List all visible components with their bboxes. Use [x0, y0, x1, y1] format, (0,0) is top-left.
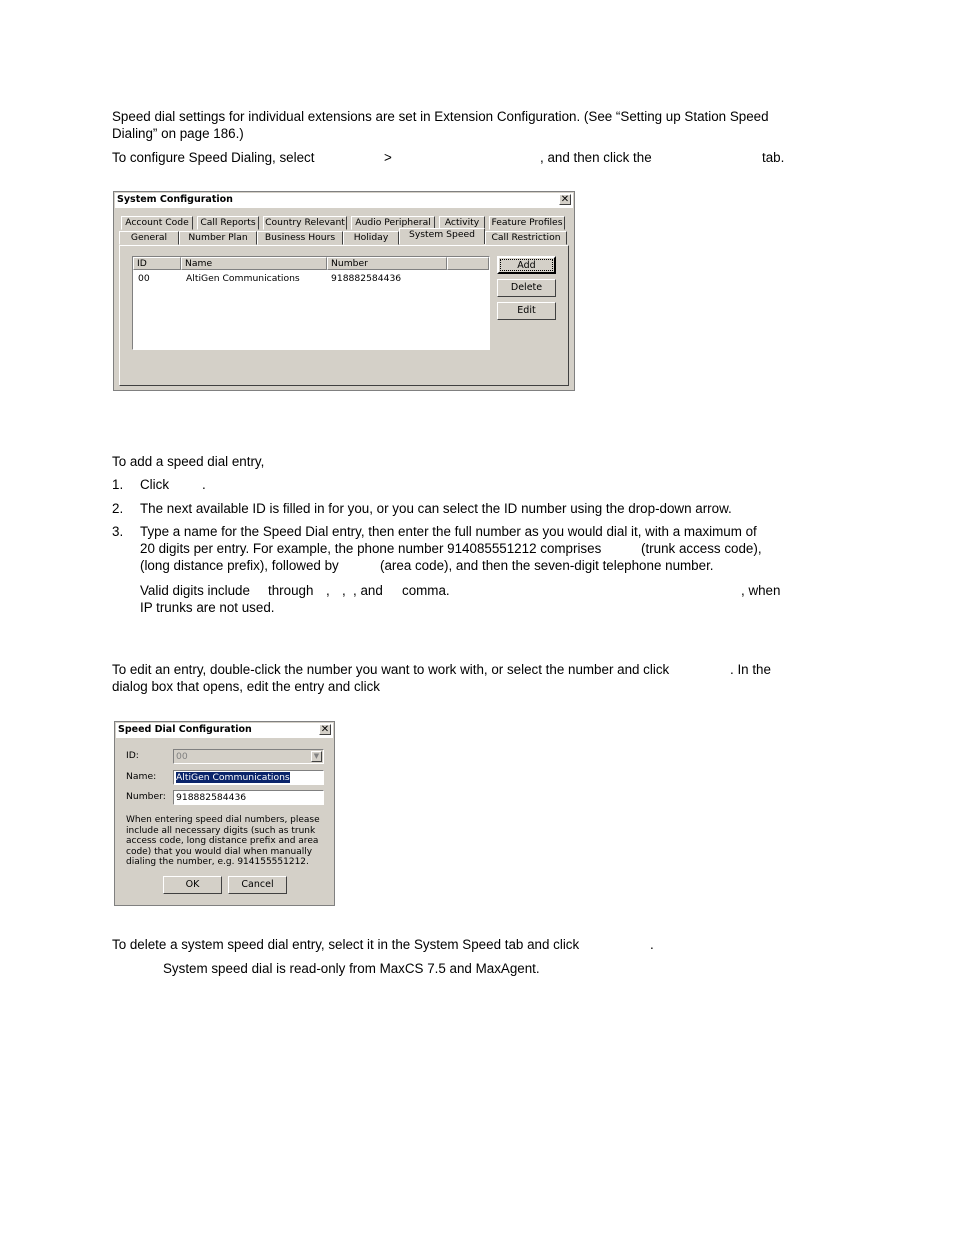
step-3-line-1: Type a name for the Speed Dial entry, then enter the full number as you would dial it, with a maximum of: [140, 524, 757, 539]
step-2-text: The next available ID is filled in for you, or you can select the ID number using the drop-down arrow.: [140, 501, 732, 516]
valid-digits-h: IP trunks are not used.: [140, 600, 275, 615]
number-field[interactable]: 918882584436: [173, 790, 324, 805]
tab-call-restriction[interactable]: Call Restriction: [485, 231, 567, 245]
delete-text-b: .: [650, 937, 654, 952]
tab-feature-profiles[interactable]: Feature Profiles: [489, 216, 565, 230]
tab-system-speed[interactable]: System Speed: [399, 228, 485, 244]
chevron-down-icon: ▼: [311, 751, 322, 762]
step-3-number: 3.: [112, 524, 124, 539]
valid-digits-e: , and: [353, 583, 383, 598]
edit-text-line-2: dialog box that opens, edit the entry and click: [112, 679, 380, 694]
system-configuration-dialog: [113, 191, 575, 391]
configure-text-a: To configure Speed Dialing, select: [112, 150, 315, 165]
ok-button[interactable]: OK: [163, 876, 222, 894]
id-label: ID:: [126, 750, 139, 761]
valid-digits-b: through: [268, 583, 314, 598]
valid-digits-d: ,: [342, 583, 346, 598]
step-3-line-2a: 20 digits per entry. For example, the phone number 914085551212 comprises: [140, 541, 602, 556]
speed-dial-titlebar: [116, 723, 333, 738]
system-configuration-titlebar: [115, 193, 573, 208]
delete-button[interactable]: Delete: [497, 279, 556, 297]
add-button[interactable]: Add: [497, 256, 556, 274]
speed-dial-title: Speed Dial Configuration: [118, 724, 252, 735]
speed-dial-list[interactable]: [132, 256, 490, 350]
intro-text-line-2: Dialing” on page 186.): [112, 126, 244, 141]
intro-text-line-1: Speed dial settings for individual extensions are set in Extension Configuration. (See “Setting up Station Speed: [112, 109, 769, 124]
step-3-line-2b: (trunk access code),: [641, 541, 762, 556]
system-configuration-title: System Configuration: [117, 194, 233, 205]
name-field[interactable]: [173, 770, 324, 785]
step-3-line-3a: (long distance prefix), followed by: [140, 558, 339, 573]
edit-button[interactable]: Edit: [497, 302, 556, 320]
tab-call-reports[interactable]: Call Reports: [197, 216, 259, 230]
tab-audio-peripheral[interactable]: Audio Peripheral: [351, 216, 435, 230]
step-1-text: Click: [140, 477, 170, 492]
valid-digits-c: ,: [326, 583, 330, 598]
step-3-line-3b: (area code), and then the seven-digit telephone number.: [380, 558, 714, 573]
row-id: 00: [138, 273, 150, 284]
row-name: AltiGen Communications: [186, 273, 300, 284]
tab-account-code[interactable]: Account Code: [121, 216, 193, 230]
delete-text-a: To delete a system speed dial entry, select it in the System Speed tab and click: [112, 937, 580, 952]
row-number: 918882584436: [331, 273, 402, 284]
valid-digits-a: Valid digits include: [140, 583, 250, 598]
configure-text-c: , and then click the: [540, 150, 652, 165]
step-2-number: 2.: [112, 501, 124, 516]
tab-business-hours[interactable]: Business Hours: [257, 231, 343, 245]
id-select: [173, 749, 324, 764]
step-1-tail: .: [202, 477, 206, 492]
configure-text-b: >: [384, 150, 392, 165]
tab-general[interactable]: General: [119, 231, 179, 245]
speed-dial-configuration-dialog: [114, 721, 335, 906]
valid-digits-f: comma.: [402, 583, 450, 598]
speed-dial-help-text: When entering speed dial numbers, please include all necessary digits (such as trunk access code, long distance prefix and area code) that you would dial when manually dialing the number, e.g. 914155551212.: [126, 815, 320, 868]
add-intro-text: To add a speed dial entry,: [112, 454, 265, 469]
column-header-number[interactable]: Number: [327, 257, 447, 270]
configure-text-d: tab.: [762, 150, 785, 165]
note-text: System speed dial is read-only from MaxCS 7.5 and MaxAgent.: [163, 961, 540, 976]
column-header-name[interactable]: Name: [181, 257, 327, 270]
column-header-blank: [447, 257, 489, 270]
name-label: Name:: [126, 771, 157, 782]
tab-activity[interactable]: Activity: [439, 216, 485, 230]
valid-digits-g: , when: [741, 583, 781, 598]
number-label: Number:: [126, 791, 166, 802]
close-icon[interactable]: ✕: [560, 194, 570, 205]
close-icon[interactable]: ✕: [320, 724, 330, 735]
name-value: AltiGen Communications: [176, 772, 290, 783]
column-header-id[interactable]: ID: [133, 257, 181, 270]
tab-country-relevant[interactable]: Country Relevant: [263, 216, 347, 230]
cancel-button[interactable]: Cancel: [228, 876, 287, 894]
edit-text-line-1a: To edit an entry, double-click the number you want to work with, or select the number and click: [112, 662, 670, 677]
edit-text-line-1b: . In the: [730, 662, 771, 677]
step-1-number: 1.: [112, 477, 124, 492]
id-value: 00: [176, 751, 188, 762]
tab-number-plan[interactable]: Number Plan: [179, 231, 257, 245]
tab-holiday[interactable]: Holiday: [343, 231, 399, 245]
